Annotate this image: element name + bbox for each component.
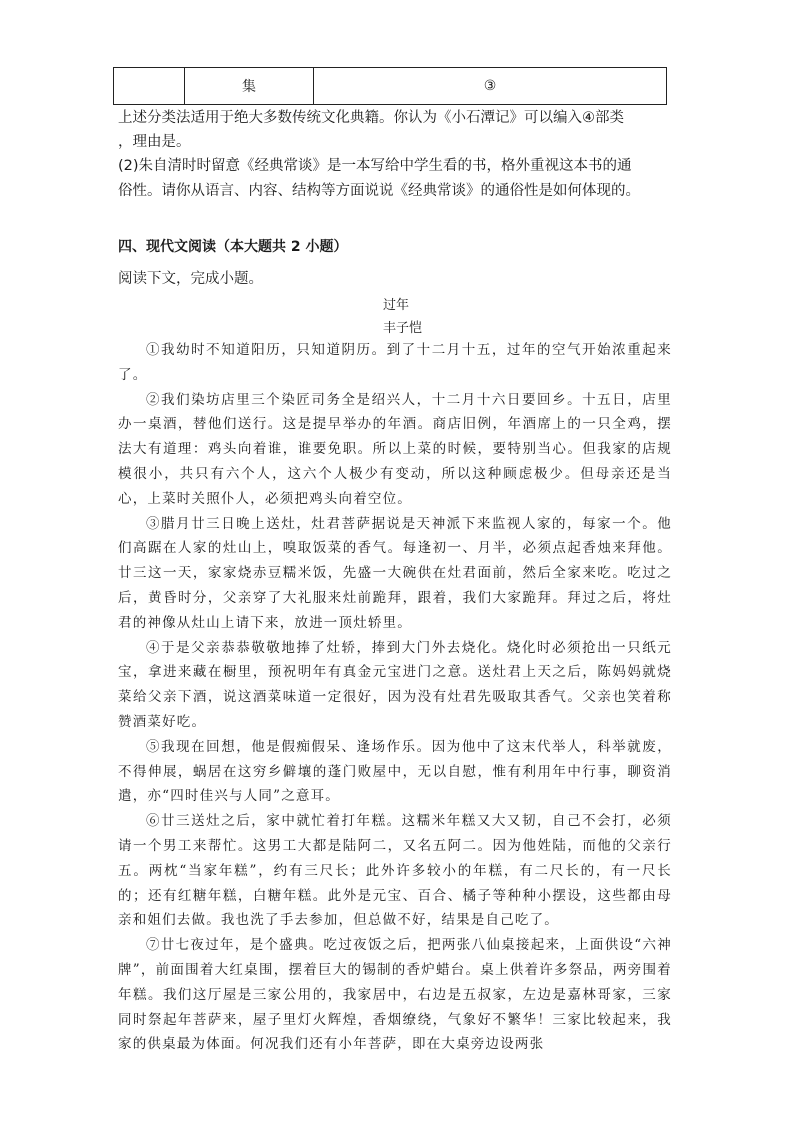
article-title: 过年 — [383, 298, 410, 313]
question-2-line-1: (2)朱自清时时留意《经典常谈》是一本写给中学生看的书，格外重视这本书的通 — [118, 158, 632, 174]
reading-instruction: 阅读下文，完成小题。 — [118, 271, 263, 287]
article-body — [118, 338, 672, 1057]
table-cell-blank-3: ③ — [314, 68, 667, 105]
article-paragraph-2: ②我们染坊店里三个染匠司务全是绍兴人，十二月十六日要回乡。十五日，店里办一桌酒，替他们送行。这是提早举办的年酒。商店旧例，年酒席上的一只全鸡，摆法大有道理：鸡头向着谁，谁要免职。所以上菜的时候，要特别当心。但我家的店规模很小，共只有六个人，这六个人极少有变动，所以这种顾虑极少。但母亲还是当心，上菜时关照仆人，必须把鸡头向着空位。 — [118, 391, 672, 507]
article-paragraph-4: ④于是父亲恭恭敬敬地捧了灶轿，捧到大门外去烧化。烧化时必须抢出一只纸元宝，拿进来藏在橱里，预祝明年有真金元宝进门之意。送灶君上天之后，陈妈妈就烧菜给父亲下酒，说这酒菜味道一定很好，因为没有灶君先吸取其香气。父亲也笑着称赞酒菜好吃。 — [118, 639, 672, 730]
section-title: 四、现代文阅读（本大题共 2 小题） — [118, 239, 348, 255]
article-paragraph-1: ①我幼时不知道阳历，只知道阴历。到了十二月十五，过年的空气开始浓重起来了。 — [118, 342, 672, 383]
article-author: 丰子恺 — [383, 321, 423, 336]
article-paragraph-3: ③腊月廿三日晚上送灶，灶君菩萨据说是天神派下来监视人家的，每家一个。他们高踞在人家的灶山上，嗅取饭菜的香气。每逢初一、月半，必须点起香烛来拜他。廿三这一天，家家烧赤豆糯米饭，先盛一大碗供在灶君面前，然后全家来吃。吃过之后，黄昏时分，父亲穿了大礼服来灶前跪拜，跟着，我们大家跪拜。拜过之后，将灶君的神像从灶山上请下来，放进一顶灶轿里。 — [118, 515, 672, 631]
table-row — [114, 68, 667, 105]
article-paragraph-5: ⑤我现在回想，他是假痴假呆、逢场作乐。因为他中了这末代举人，科举就废，不得伸展，蜗居在这穷乡僻壤的蓬门败屋中，无以自慰，惟有利用年中行事，聊资消遣，亦“四时佳兴与人同”之意耳。 — [118, 738, 672, 805]
classification-table — [113, 67, 667, 105]
question-1-line-2: ，理由是。 — [118, 134, 191, 150]
table-cell-category: 集 — [185, 68, 314, 105]
question-1-line-1: 上述分类法适用于绝大多数传统文化典籍。你认为《小石潭记》可以编入④部类 — [118, 110, 624, 126]
article-paragraph-7: ⑦廿七夜过年，是个盛典。吃过夜饭之后，把两张八仙桌接起来，上面供设“六神牌”，前面围着大红桌围，摆着巨大的锡制的香炉蜡台。桌上供着许多祭品，两旁围着年糕。我们这厅屋是三家公用的，我家居中，右边是五叔家，左边是嘉林哥家，三家同时祭起年菩萨来，屋子里灯火辉煌，香烟缭绕，气象好不繁华！三家比较起来，我家的供桌最为体面。何况我们还有小年菩萨，即在大桌旁边设两张 — [118, 937, 672, 1053]
question-2-line-2: 俗性。请你从语言、内容、结构等方面说说《经典常谈》的通俗性是如何体现的。 — [118, 183, 640, 199]
article-paragraph-6: ⑥廿三送灶之后，家中就忙着打年糕。这糯米年糕又大又韧，自己不会打，必须请一个男工来帮忙。这男工大都是陆阿二，又名五阿二。因为他姓陆，而他的父亲行五。两枕“当家年糕”，约有三尺长；此外许多较小的年糕，有二尺长的，有一尺长的；还有红糖年糕，白糖年糕。此外是元宝、百合、橘子等种种小摆设，这些都由母亲和姐们去做。我也洗了手去参加，但总做不好，结果是自己吃了。 — [118, 813, 672, 929]
table-cell-empty — [114, 68, 185, 105]
